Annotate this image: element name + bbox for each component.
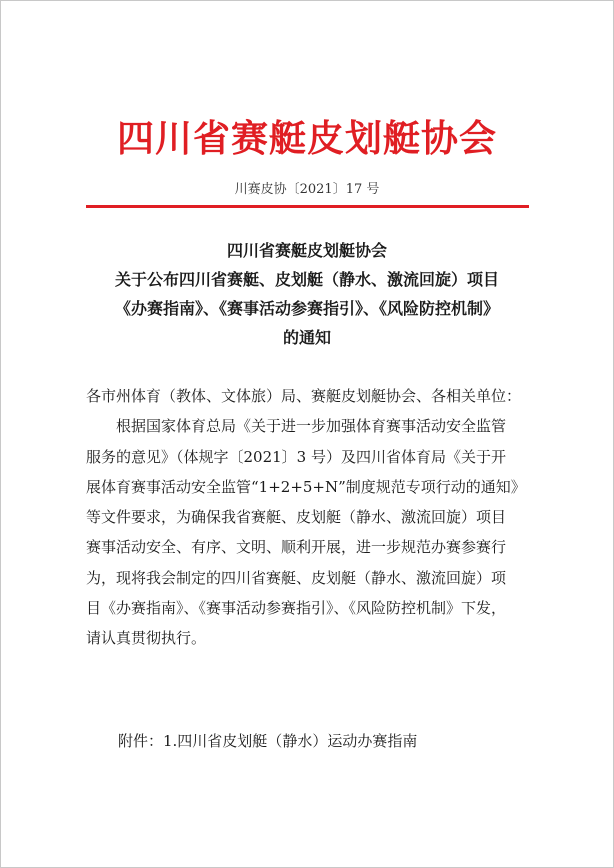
attachment-line: 附件：1.四川省皮划艇（静水）运动办赛指南 xyxy=(118,732,418,750)
paragraph-line: 根据国家体育总局《关于进一步加强体育赛事活动安全监管 xyxy=(116,417,507,436)
paragraph-line: 为，现将我会制定的四川省赛艇、皮划艇（静水、激流回旋）项 xyxy=(86,568,507,587)
notice-title-line: 关于公布四川省赛艇、皮划艇（静水、激流回旋）项目 xyxy=(114,270,499,289)
notice-title-line: 四川省赛艇皮划艇协会 xyxy=(226,241,387,260)
paragraph-line: 目《办赛指南》、《赛事活动参赛指引》、《风险防控机制》下发， xyxy=(86,599,507,618)
paragraph-line: 展体育赛事活动安全监管“1+2+5+N”制度规范专项行动的通知》 xyxy=(86,477,526,496)
salutation: 各市州体育（教体、文体旅）局、赛艇皮划艇协会、各相关单位： xyxy=(86,387,522,405)
notice-title-line: 的通知 xyxy=(282,328,331,347)
paragraph-line: 赛事活动安全、有序、文明、顺利开展，进一步规范办赛参赛行 xyxy=(86,538,507,557)
paragraph-line: 等文件要求，为确保我省赛艇、皮划艇（静水、激流回旋）项目 xyxy=(86,508,507,527)
red-divider xyxy=(86,205,529,208)
document-number: 川赛皮协〔2021〕17 号 xyxy=(234,182,380,197)
notice-title xyxy=(60,236,554,352)
notice-title-line: 《办赛指南》、《赛事活动参赛指引》、《风险防控机制》 xyxy=(114,299,499,318)
notice-body xyxy=(86,381,531,654)
paragraph-line: 服务的意见》（体规字〔2021〕3 号）及四川省体育局《关于开 xyxy=(86,447,506,466)
org-header-title: 四川省赛艇皮划艇协会 xyxy=(117,117,497,160)
paragraph-line: 请认真贯彻执行。 xyxy=(86,629,207,648)
